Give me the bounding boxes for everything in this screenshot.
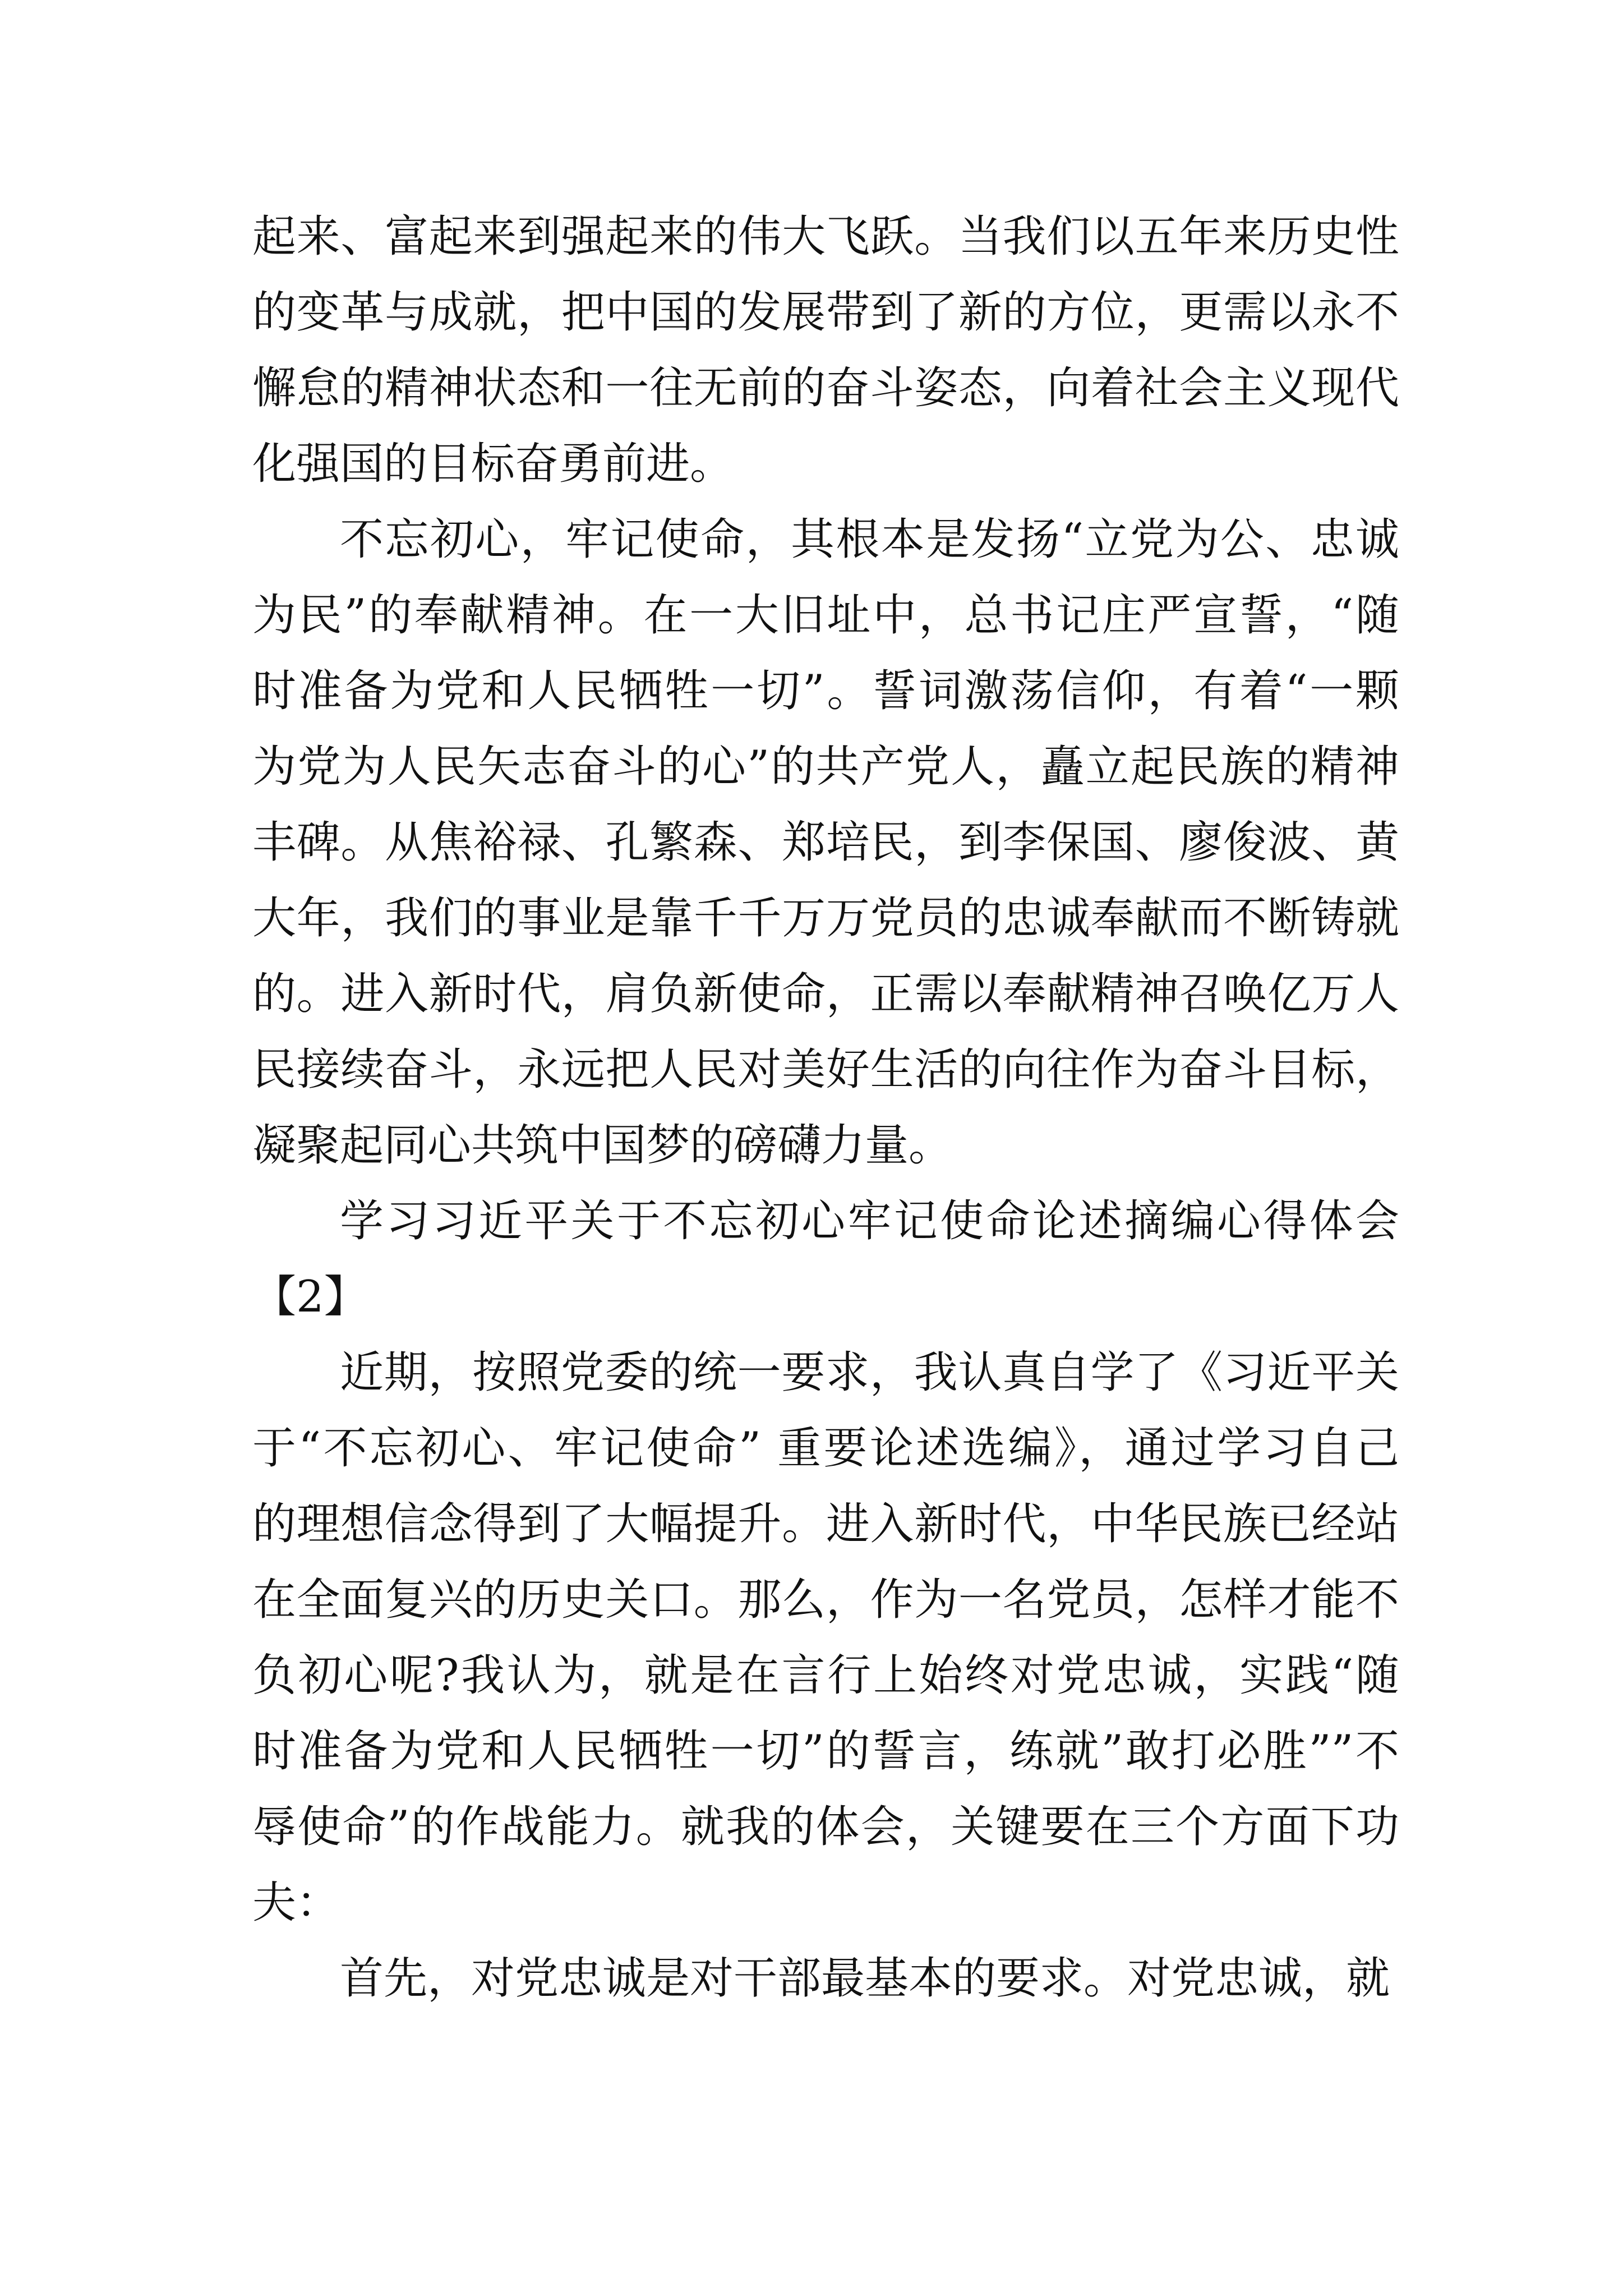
text-line: 化强国的目标奋勇前进。 xyxy=(252,439,734,489)
paragraph-p4 xyxy=(252,1941,1399,2017)
text-line: 起来、富起来到强起来的伟大飞跃。当我们以五年来历史性 xyxy=(252,211,1399,262)
text-line: 于“不忘初心、牢记使命” 重要论述选编》，通过学习自己 xyxy=(252,1423,1399,1474)
text-line: 不忘初心，牢记使命，其根本是发扬“立党为公、忠诚 xyxy=(340,514,1399,565)
text-line: 的理想信念得到了大幅提升。进入新时代，中华民族已经站 xyxy=(252,1499,1399,1549)
section-heading xyxy=(252,1184,1399,1335)
text-line: 大年，我们的事业是靠千千万万党员的忠诚奉献而不断铸就 xyxy=(252,893,1399,944)
text-line: 为民”的奉献精神。在一大旧址中，总书记庄严宣誓，“随 xyxy=(252,590,1399,641)
text-line: 首先，对党忠诚是对干部最基本的要求。对党忠诚，就 xyxy=(340,1953,1390,2004)
text-line: 的变革与成就，把中国的发展带到了新的方位，更需以永不 xyxy=(252,287,1399,338)
text-line: 为党为人民矢志奋斗的心”的共产党人，矗立起民族的精神 xyxy=(252,742,1399,792)
text-line: 凝聚起同心共筑中国梦的磅礴力量。 xyxy=(252,1120,953,1171)
paragraph-p3 xyxy=(252,1335,1399,1941)
heading-line: 【2】 xyxy=(252,1272,368,1322)
text-line: 时准备为党和人民牺牲一切”的誓言，练就”敢打必胜””不 xyxy=(252,1726,1399,1777)
text-line: 辱使命”的作战能力。就我的体会，关键要在三个方面下功 xyxy=(252,1802,1399,1852)
text-line: 时准备为党和人民牺牲一切”。誓词激荡信仰，有着“一颗 xyxy=(252,666,1399,716)
text-line: 的。进入新时代，肩负新使命，正需以奉献精神召唤亿万人 xyxy=(252,969,1399,1019)
heading-line: 学习习近平关于不忘初心牢记使命论述摘编心得体会 xyxy=(340,1196,1399,1246)
paragraph-p2 xyxy=(252,502,1399,1184)
text-line: 丰碑。从焦裕禄、孔繁森、郑培民，到李保国、廖俊波、黄 xyxy=(252,817,1399,868)
text-line: 夫： xyxy=(252,1878,340,1928)
text-line: 负初心呢?我认为，就是在言行上始终对党忠诚，实践“随 xyxy=(252,1650,1399,1701)
document-body xyxy=(252,199,1399,2017)
text-line: 懈怠的精神状态和一往无前的奋斗姿态，向着社会主义现代 xyxy=(252,363,1399,413)
paragraph-p1 xyxy=(252,199,1399,502)
text-line: 近期，按照党委的统一要求，我认真自学了《习近平关 xyxy=(340,1347,1399,1398)
text-line: 在全面复兴的历史关口。那么，作为一名党员，怎样才能不 xyxy=(252,1575,1399,1625)
text-line: 民接续奋斗，永远把人民对美好生活的向往作为奋斗目标， xyxy=(252,1045,1399,1095)
